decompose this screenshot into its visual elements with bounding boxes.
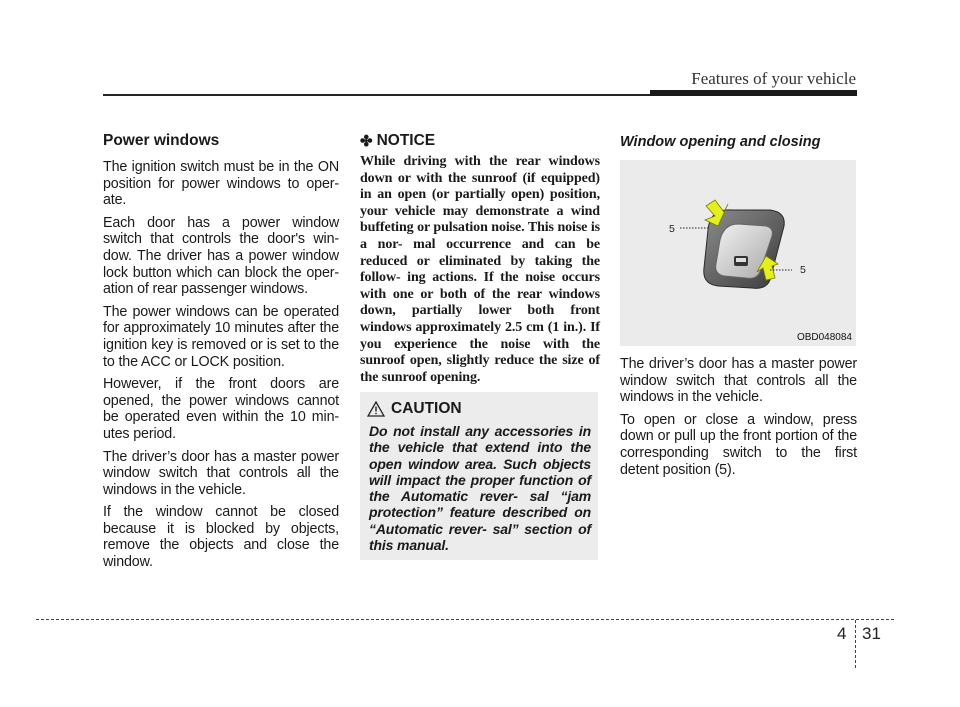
- chapter-number: 4: [837, 624, 847, 643]
- page-header-title: Features of your vehicle: [691, 69, 856, 88]
- figure-code: OBD048084: [796, 332, 852, 343]
- paragraph: The driver’s door has a master power window switch that controls all the windows in the vehicle.: [103, 448, 339, 498]
- section-heading: Power windows: [103, 132, 220, 149]
- paragraph: The ignition switch must be in the ON position for power windows to oper- ate.: [103, 159, 339, 209]
- paragraph: Each door has a power window switch that controls the door's win- dow. The driver has a power window lock button which can block the oper- ation of rear passenger windows.: [103, 214, 339, 298]
- notice-heading-label: NOTICE: [376, 132, 436, 149]
- window-switch-illustration: [620, 160, 856, 346]
- footer-rule: [36, 619, 894, 620]
- sub-heading: Window opening and closing: [620, 134, 821, 150]
- figure-callout-top: 5: [669, 223, 675, 235]
- paragraph: To open or close a window, press down or pull up the front portion of the corresponding switch to the first detent position (5).: [620, 411, 857, 478]
- paragraph: If the window cannot be closed because it is blocked by objects, remove the objects and close the window.: [103, 504, 339, 571]
- caution-heading: [367, 400, 462, 418]
- notice-body: While driving with the rear windows down or with the sunroof (if equipped) in an open (or partially open) position, your vehicle may demonstrate a wind buffeting or pulsation noise. This noise is a nor- mal occurrence and can be reduced or eliminated by taking the follow- ing actions. If the noise occurs with one or both of the rear windows down, partially lower both front windows approximately 2.5 cm (1 in.). If you experience the noise with the sunroof open, slightly reduce the size of the sunroof opening.: [360, 154, 600, 385]
- paragraph: However, if the front doors are opened, the power windows cannot be operated even within the 10 min- utes period.: [103, 376, 339, 442]
- paragraph: The power windows can be operated for approximately 10 minutes after the ignition key is removed or is set to the to the ACC or LOCK position.: [103, 303, 339, 370]
- power-windows-section: [103, 130, 339, 577]
- header-rule-accent: [650, 90, 857, 96]
- notice-section: [360, 130, 600, 386]
- window-section-text: [620, 356, 857, 484]
- paragraph: The driver’s door has a master power window switch that controls all the windows in the vehicle.: [620, 356, 857, 406]
- caution-body: Do not install any accessories in the vehicle that extend into the open window area. Such objects will impact the proper function of the Automatic rever- sal “jam protection” feature described on “Automatic rever- sal” section of this manual.: [369, 423, 591, 554]
- warning-triangle-icon: [367, 401, 385, 417]
- caution-heading-label: CAUTION: [391, 400, 462, 417]
- notice-heading: [360, 132, 600, 150]
- page-number: 31: [862, 624, 881, 643]
- caution-box: [360, 392, 598, 560]
- window-section-heading-wrap: [620, 130, 857, 150]
- page-divider: [855, 620, 856, 668]
- figure-callout-bottom: 5: [800, 264, 806, 276]
- four-point-star-icon: ✤: [360, 133, 373, 150]
- window-switch-figure: [620, 160, 856, 346]
